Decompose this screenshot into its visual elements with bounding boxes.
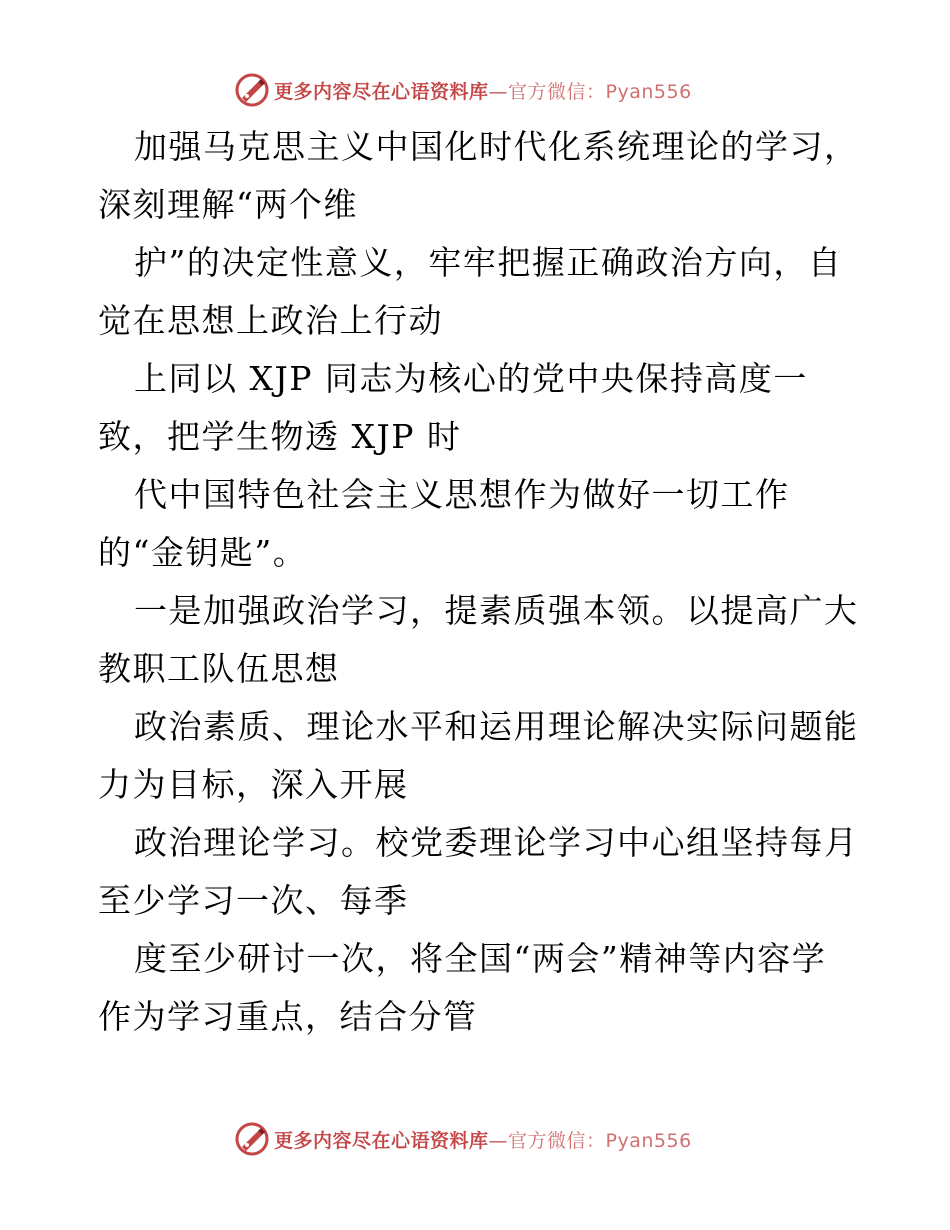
footer-watermark [234, 1121, 692, 1157]
watermark-text [274, 77, 692, 104]
pen-logo-icon [234, 1121, 270, 1157]
pen-logo-icon [234, 72, 270, 108]
text-line: 上同以 XJP 同志为核心的党中央保持高度一 [134, 359, 808, 398]
watermark-separator: — [488, 80, 509, 103]
document-body [98, 118, 858, 1046]
text-line: 加强马克思主义中国化时代化系统理论的学习， [134, 127, 859, 166]
text-line: 护”的决定性意义，牢牢把握正确政治方向，自 [134, 243, 843, 282]
header-watermark [234, 72, 692, 108]
text-line: 政治素质、理论水平和运用理论解决实际问题能 [134, 707, 859, 746]
text-line: 的“金钥匙”。 [98, 533, 308, 572]
text-line: 一是加强政治学习，提素质强本领。以提高广大 [134, 591, 859, 630]
text-line: 觉在思想上政治上行动 [98, 301, 443, 340]
watermark-brand: 更多内容尽在心语资料库 [274, 1129, 489, 1152]
text-line: 深刻理解“两个维 [98, 185, 358, 224]
watermark-wechat: 官方微信：Pyan556 [508, 1129, 692, 1152]
watermark-separator: — [488, 1129, 509, 1152]
text-line: 至少学习一次、每季 [98, 881, 409, 920]
text-line: 代中国特色社会主义思想作为做好一切工作 [134, 475, 790, 514]
text-line: 政治理论学习。校党委理论学习中心组坚持每月 [134, 823, 859, 862]
text-line: 致，把学生物透 XJP 时 [98, 417, 462, 456]
watermark-text [274, 1126, 692, 1153]
text-line: 度至少研讨一次，将全国“两会”精神等内容学 [134, 939, 827, 978]
text-line: 作为学习重点，结合分管 [98, 997, 478, 1036]
text-line: 教职工队伍思想 [98, 649, 340, 688]
text-line: 力为目标，深入开展 [98, 765, 409, 804]
watermark-wechat: 官方微信：Pyan556 [508, 80, 692, 103]
watermark-brand: 更多内容尽在心语资料库 [274, 80, 489, 103]
